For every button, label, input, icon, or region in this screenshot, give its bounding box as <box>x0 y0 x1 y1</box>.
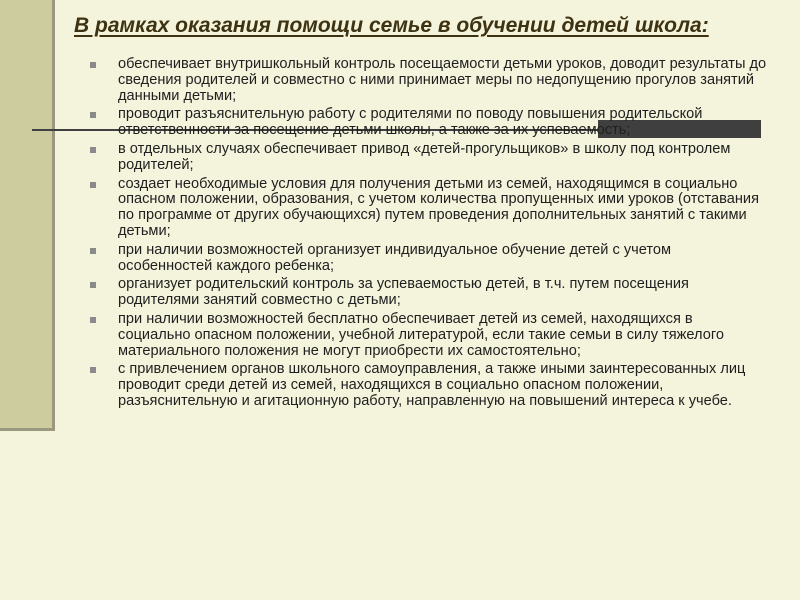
list-item <box>88 107 768 139</box>
bullet-square-icon <box>90 147 96 153</box>
list-item-text: проводит разъяснительную работу с родителями по поводу повышения родительской ответственности за посещение детьми школы, а также за их успеваемость; <box>118 106 703 139</box>
list-item-text: при наличии возможностей организует индивидуальное обучение детей с учетом особенностей каждого ребенка; <box>118 241 672 274</box>
list-item-text: организует родительский контроль за успеваемостью детей, в т.ч. путем посещения родителями занятий совместно с детьми; <box>118 276 689 309</box>
list-item <box>88 142 768 174</box>
slide-title: В рамках оказания помощи семье в обучении детей школа: <box>74 14 709 37</box>
bullet-square-icon <box>90 317 96 323</box>
list-item <box>88 362 768 409</box>
list-item-text: при наличии возможностей бесплатно обеспечивает детей из семей, находящихся в социально опасном положении, учебной литературой, если такие семьи в силу тяжелого материального положения не могут приобрести их самостоятельно; <box>118 310 724 359</box>
list-item <box>88 277 768 309</box>
list-item-text: с привлечением органов школьного самоуправления, а также иными заинтересованных лиц проводит среди детей из семей, находящихся в социально опасном положении, разъяснительную и агитационную работу, направленную на повышений интереса к учебе. <box>118 361 746 409</box>
bullet-square-icon <box>90 182 96 188</box>
bullet-square-icon <box>90 112 96 118</box>
list-item-text: создает необходимые условия для получения детьми из семей, находящимся в социально опасном положении, образования, с учетом количества пропущенных ими уроков (отставания по программе от других обучающихся) путем проведения дополнительных занятий с такими детьми; <box>118 175 759 239</box>
list-item <box>88 177 768 240</box>
bullet-square-icon <box>90 282 96 288</box>
list-item <box>88 312 768 359</box>
list-item-text: в отдельных случаях обеспечивает привод «детей-прогульщиков» в школу под контролем родителей; <box>118 140 731 173</box>
bullet-square-icon <box>90 62 96 68</box>
decorative-sidebar <box>0 0 55 431</box>
bullet-square-icon <box>90 248 96 254</box>
list-item <box>88 243 768 275</box>
list-item <box>88 57 768 104</box>
bullet-list <box>88 57 768 413</box>
list-item-text: обеспечивает внутришкольный контроль посещаемости детьми уроков, доводит результаты до сведения родителей и совместно с ними принимает меры по недопущению прогулов занятий данными детьми; <box>118 56 767 104</box>
bullet-square-icon <box>90 367 96 373</box>
